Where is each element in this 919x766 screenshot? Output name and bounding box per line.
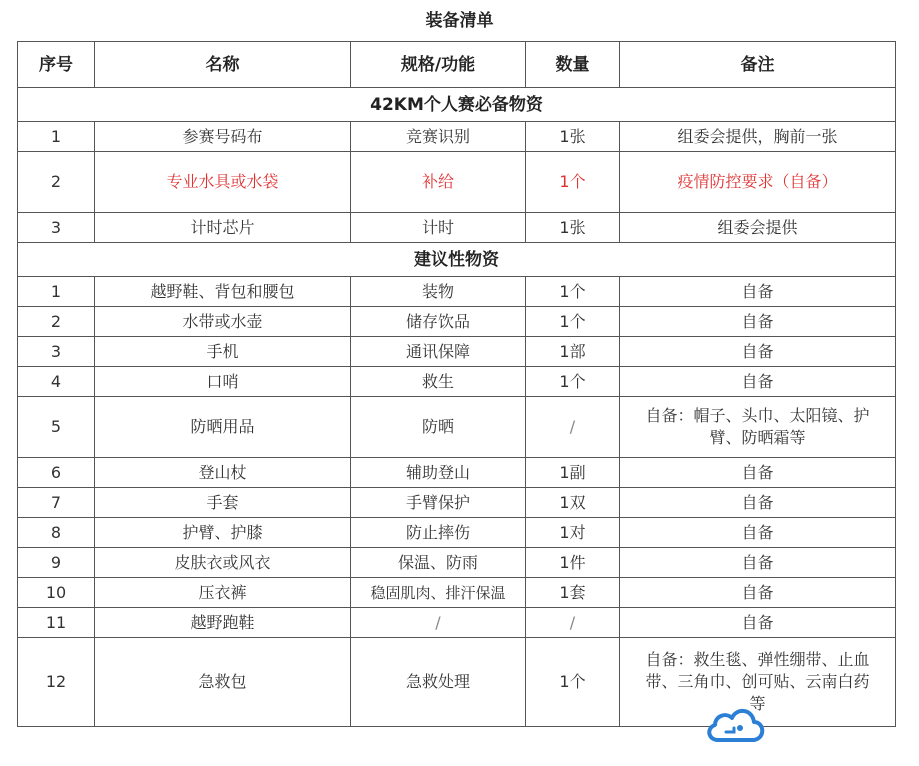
cell-no: 3: [18, 213, 95, 243]
cell-spec: 储存饮品: [351, 307, 526, 337]
note-line: 自备：救生毯、弹性绷带、止血: [645, 650, 870, 669]
cell-name: 越野鞋、背包和腰包: [95, 277, 351, 307]
cell-spec: 通讯保障: [351, 337, 526, 367]
cell-name: 手套: [95, 488, 351, 518]
table-row: [18, 122, 896, 152]
cell-qty: 1个: [526, 367, 620, 397]
cell-no: 2: [18, 307, 95, 337]
cell-no: 11: [18, 608, 95, 638]
cell-qty: /: [526, 608, 620, 638]
cell-qty: 1个: [526, 277, 620, 307]
cell-note: 组委会提供: [620, 213, 896, 243]
table-row: [18, 337, 896, 367]
header-qty: 数量: [526, 42, 620, 88]
cell-name: 护臂、护膝: [95, 518, 351, 548]
cell-name: 急救包: [95, 638, 351, 727]
cell-qty: 1个: [526, 638, 620, 727]
cell-note: 自备: [620, 307, 896, 337]
cell-name: 防晒用品: [95, 397, 351, 458]
cell-qty: 1件: [526, 548, 620, 578]
cell-spec: 补给: [351, 152, 526, 213]
cell-spec: 稳固肌肉、排汗保温: [351, 578, 526, 608]
cloud-logo-icon: [704, 702, 768, 750]
cell-no: 7: [18, 488, 95, 518]
table-row: [18, 397, 896, 458]
cell-no: 1: [18, 122, 95, 152]
cell-note: 自备: [620, 548, 896, 578]
cell-no: 4: [18, 367, 95, 397]
cell-name: 手机: [95, 337, 351, 367]
cell-name: 越野跑鞋: [95, 608, 351, 638]
cell-note: 自备: [620, 277, 896, 307]
cell-no: 12: [18, 638, 95, 727]
table-row: [18, 367, 896, 397]
section-title: 42KM个人赛必备物资: [18, 88, 896, 122]
cell-note: 自备: [620, 337, 896, 367]
table-row: [18, 213, 896, 243]
cell-no: 8: [18, 518, 95, 548]
cell-spec: /: [351, 608, 526, 638]
cell-note: 自备: [620, 458, 896, 488]
cell-qty: 1张: [526, 122, 620, 152]
cell-spec: 装物: [351, 277, 526, 307]
cell-name: 水带或水壶: [95, 307, 351, 337]
table-row: [18, 458, 896, 488]
page-title: 装备清单: [425, 11, 494, 31]
cell-qty: 1部: [526, 337, 620, 367]
cell-spec: 手臂保护: [351, 488, 526, 518]
table-row: [18, 307, 896, 337]
cell-no: 6: [18, 458, 95, 488]
cell-name: 专业水具或水袋: [95, 152, 351, 213]
table-row: [18, 608, 896, 638]
cell-no: 3: [18, 337, 95, 367]
cell-qty: 1张: [526, 213, 620, 243]
table-header-row: [18, 42, 896, 88]
cell-no: 1: [18, 277, 95, 307]
note-line: 等: [749, 694, 766, 713]
cell-qty: /: [526, 397, 620, 458]
table-row: [18, 277, 896, 307]
table-row: [18, 548, 896, 578]
cell-spec: 计时: [351, 213, 526, 243]
cell-spec: 保温、防雨: [351, 548, 526, 578]
cell-no: 2: [18, 152, 95, 213]
cell-spec: 急救处理: [351, 638, 526, 727]
cell-note: 组委会提供，胸前一张: [620, 122, 896, 152]
cell-spec: 防晒: [351, 397, 526, 458]
cell-qty: 1个: [526, 307, 620, 337]
section-title: 建议性物资: [18, 243, 896, 277]
cell-qty: 1套: [526, 578, 620, 608]
cell-spec: 救生: [351, 367, 526, 397]
note-line: 自备：帽子、头巾、太阳镜、护: [645, 406, 870, 425]
cell-qty: 1对: [526, 518, 620, 548]
table-row: [18, 578, 896, 608]
cell-note: 疫情防控要求（自备）: [620, 152, 896, 213]
cell-name: 计时芯片: [95, 213, 351, 243]
cell-name: 皮肤衣或风衣: [95, 548, 351, 578]
cell-note: 自备: [620, 367, 896, 397]
cell-no: 9: [18, 548, 95, 578]
equipment-table: [17, 41, 896, 727]
note-line: 臂、防晒霜等: [709, 428, 806, 447]
header-note: 备注: [620, 42, 896, 88]
header-name: 名称: [95, 42, 351, 88]
cell-note: 自备: [620, 578, 896, 608]
section-row-required: [18, 88, 896, 122]
cell-note: 自备: [620, 518, 896, 548]
cell-name: 压衣裤: [95, 578, 351, 608]
cell-name: 登山杖: [95, 458, 351, 488]
cell-note: [620, 397, 896, 458]
cell-qty: 1个: [526, 152, 620, 213]
cell-name: 口哨: [95, 367, 351, 397]
cell-qty: 1副: [526, 458, 620, 488]
cell-spec: 防止摔伤: [351, 518, 526, 548]
table-row: [18, 518, 896, 548]
table-row-highlighted: [18, 152, 896, 213]
cell-qty: 1双: [526, 488, 620, 518]
cell-note: 自备: [620, 488, 896, 518]
note-line: 带、三角巾、创可贴、云南白药: [645, 672, 870, 691]
cell-spec: 竞赛识别: [351, 122, 526, 152]
cell-no: 10: [18, 578, 95, 608]
cell-note: 自备: [620, 608, 896, 638]
header-spec: 规格/功能: [351, 42, 526, 88]
cell-spec: 辅助登山: [351, 458, 526, 488]
cell-name: 参赛号码布: [95, 122, 351, 152]
cell-no: 5: [18, 397, 95, 458]
header-no: 序号: [18, 42, 95, 88]
table-row: [18, 488, 896, 518]
section-row-suggested: [18, 243, 896, 277]
